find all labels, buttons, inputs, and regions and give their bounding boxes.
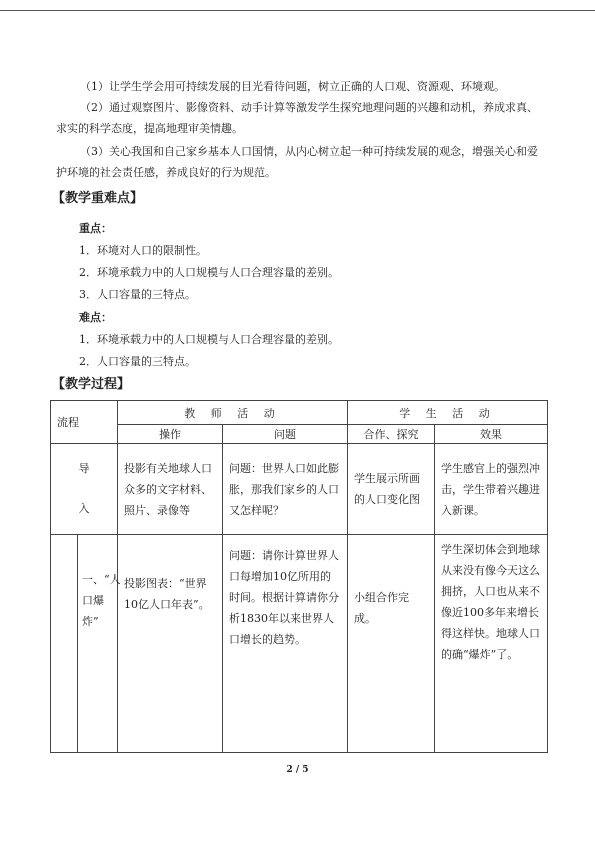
cell-effect: 学生感官上的强烈冲击，学生带着兴趣进入新课。 [435, 444, 548, 535]
table-row [51, 535, 548, 753]
section-heading-key-difficult: 【教学重难点】 [52, 191, 144, 206]
key-point-item: 1．环境对人口的限制性。 [79, 244, 207, 257]
key-point-item: 2．环境承载力中的人口规模与人口合理容量的差别。 [79, 266, 339, 279]
difficult-point-item: 1．环境承载力中的人口规模与人口合理容量的差别。 [79, 333, 339, 346]
cell-effect: 学生深切体会到地球从来没有像今天这么拥挤，人口也从来不像近100多年来增长得这样快。地球人口的确“爆炸”了。 [435, 535, 548, 753]
teaching-process-table [50, 400, 548, 753]
table-header-row [51, 401, 548, 425]
header-question: 问题 [223, 425, 348, 444]
table-row [51, 444, 548, 535]
header-effect: 效果 [435, 425, 548, 444]
cell-operation: 投影图表：“世界10亿人口年表”。 [118, 535, 223, 753]
header-operation: 操作 [118, 425, 223, 444]
difficult-points-label: 难点： [79, 311, 112, 324]
page-number: 2 / 5 [286, 765, 309, 775]
header-student-activity: 学 生 活 动 [348, 401, 548, 425]
header-rule [0, 10, 595, 11]
table-subheader-row [51, 425, 548, 444]
cell-question: 问题：世界人口如此膨胀，那我们家乡的人口又怎样呢？ [223, 444, 348, 535]
stage-population-explosion: 一、“人口爆炸” [78, 535, 118, 753]
cell-question: 问题：请你计算世界人口每增加10亿所用的时间。根据计算请你分析1830年以来世界人口增长的趋势。 [223, 535, 348, 753]
cell-cooperate: 学生展示所画的人口变化图 [348, 444, 435, 535]
header-flow: 流程 [51, 401, 118, 444]
stage-intro: 导入 [51, 444, 118, 535]
key-point-item: 3．人口容量的三特点。 [79, 288, 196, 301]
stage-blank [51, 535, 78, 753]
header-cooperate: 合作、探究 [348, 425, 435, 444]
objective-1: （1）让学生学会用可持续发展的目光看待问题，树立正确的人口观、资源观、环境观。 [80, 80, 505, 93]
header-teacher-activity: 教 师 活 动 [118, 401, 348, 425]
key-points-label: 重点： [79, 222, 112, 235]
cell-operation: 投影有关地球人口众多的文字材料、照片、录像等 [118, 444, 223, 535]
cell-cooperate: 小组合作完成。 [348, 535, 435, 753]
objective-2: （2）通过观察图片、影像资料、动手计算等激发学生探究地理问题的兴趣和动机，养成求真、求实的科学态度，提高地理审美情趣。 [56, 101, 538, 135]
difficult-point-item: 2．人口容量的三特点。 [79, 355, 196, 368]
objective-3: （3）关心我国和自己家乡基本人口国情，从内心树立起一种可持续发展的观念，增强关心和爱护环境的社会责任感，养成良好的行为规范。 [56, 145, 538, 179]
section-heading-process: 【教学过程】 [52, 377, 131, 392]
